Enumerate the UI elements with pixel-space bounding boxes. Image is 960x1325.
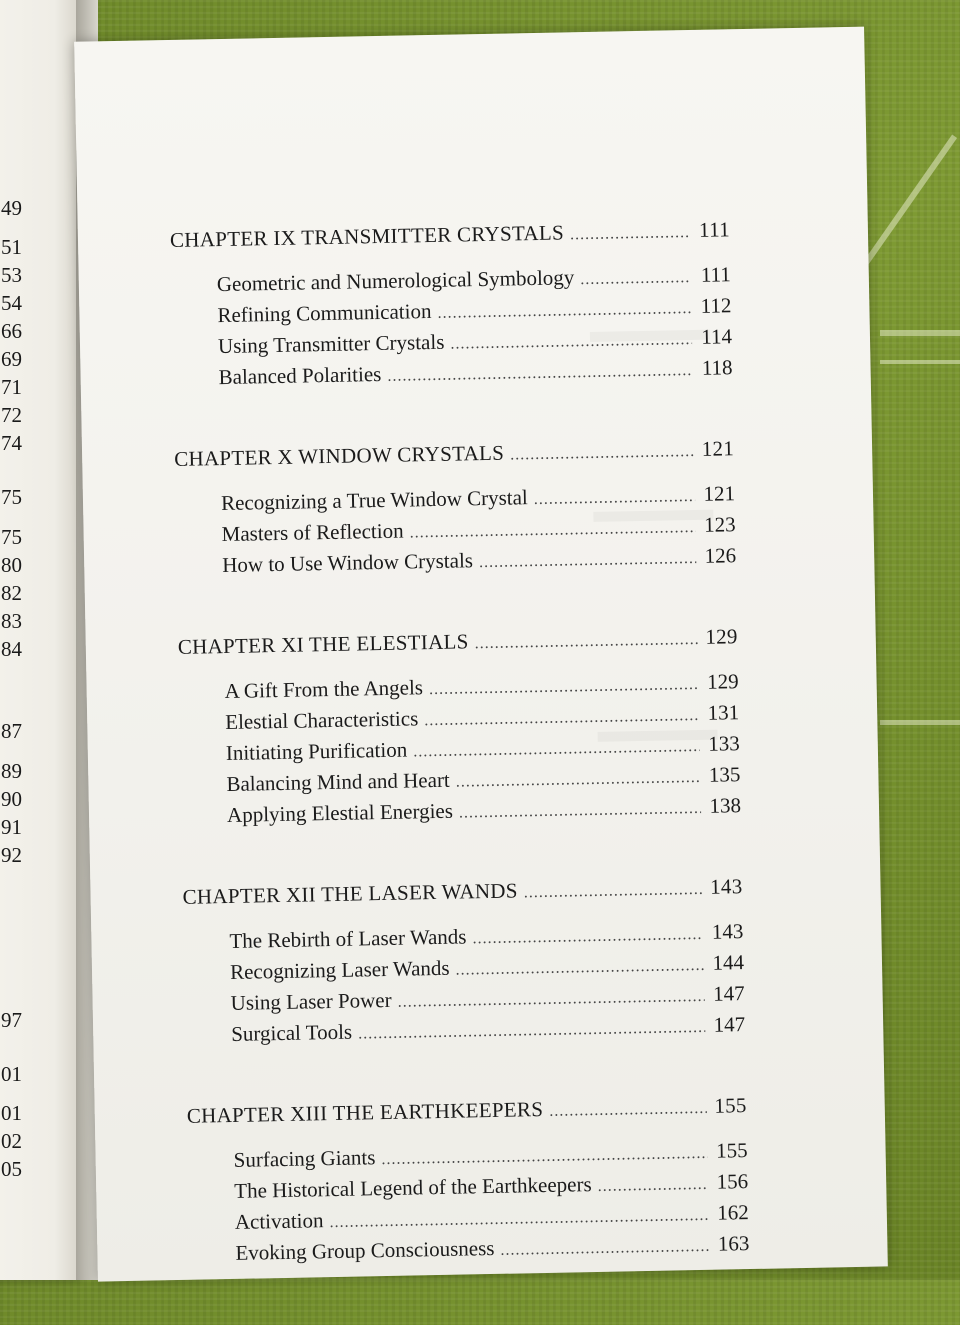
left-page-number: 53 xyxy=(1,263,22,287)
left-page-number: 05 xyxy=(1,1157,22,1181)
dot-leader xyxy=(413,733,700,766)
dot-leader xyxy=(524,881,703,902)
chapter-page-number: 121 xyxy=(701,436,735,461)
dot-leader xyxy=(534,483,696,514)
left-page-number: 51 xyxy=(1,235,22,259)
chapter-section xyxy=(174,436,737,583)
dot-leader xyxy=(472,921,703,953)
chapter-section xyxy=(187,1093,750,1271)
entry-title: A Gift From the Angels xyxy=(224,675,424,704)
chapter-heading xyxy=(174,436,734,472)
book-page xyxy=(74,27,888,1282)
left-page-number: 01 xyxy=(1,1101,22,1125)
left-page-number: 54 xyxy=(1,291,22,315)
left-page-number: 69 xyxy=(1,347,22,371)
entry-title: Recognizing a True Window Crystal xyxy=(220,485,528,516)
chapter-section xyxy=(182,874,745,1052)
left-page-number: 83 xyxy=(1,609,22,633)
left-page-number: 80 xyxy=(1,553,22,577)
fabric-stripe xyxy=(880,360,960,364)
left-page-number: 87 xyxy=(1,719,22,743)
chapter-heading xyxy=(187,1093,747,1129)
chapter-page-number: 143 xyxy=(709,874,743,899)
chapter-page-number: 129 xyxy=(705,624,738,649)
dot-leader xyxy=(456,764,701,797)
entry-page-number: 121 xyxy=(703,481,736,506)
left-page-number: 75 xyxy=(1,485,22,509)
entry-title: Applying Elestial Energies xyxy=(226,798,454,827)
entry-page-number: 155 xyxy=(715,1138,748,1163)
entry-title: The Historical Legend of the Earthkeepers xyxy=(234,1172,592,1203)
fabric-stripe xyxy=(880,720,960,725)
dot-leader xyxy=(429,671,699,704)
left-page-number: 66 xyxy=(1,319,22,343)
left-page xyxy=(0,0,78,1280)
entry-list xyxy=(183,917,745,1052)
entry-title: Elestial Characteristics xyxy=(225,706,419,735)
dot-leader xyxy=(409,514,696,547)
dot-leader xyxy=(479,545,697,577)
entry-title: Evoking Group Consciousness xyxy=(235,1235,495,1265)
chapter-heading xyxy=(182,874,742,910)
entry-page-number: 147 xyxy=(712,981,745,1006)
entry-page-number: 114 xyxy=(700,324,733,349)
dot-leader xyxy=(459,795,702,828)
entry-page-number: 162 xyxy=(717,1200,749,1225)
entry-page-number: 126 xyxy=(704,543,737,568)
entry-title: Masters of Reflection xyxy=(221,518,404,547)
entry-title: Surgical Tools xyxy=(231,1019,353,1046)
dot-leader xyxy=(358,1014,706,1049)
chapter-title: CHAPTER XII THE LASER WANDS xyxy=(182,878,518,909)
left-page-number: 72 xyxy=(1,403,22,427)
entry-title: Balancing Mind and Heart xyxy=(226,767,450,797)
entry-page-number: 147 xyxy=(713,1012,746,1037)
entry-title: The Rebirth of Laser Wands xyxy=(229,924,467,953)
left-page-number: 89 xyxy=(1,759,22,783)
chapter-title: CHAPTER IX TRANSMITTER CRYSTALS xyxy=(169,220,565,252)
entry-title: Surfacing Giants xyxy=(233,1145,376,1172)
entry-title: Using Transmitter Crystals xyxy=(217,329,445,359)
chapter-page-number: 111 xyxy=(698,217,731,242)
entry-page-number: 163 xyxy=(717,1231,750,1256)
table-of-contents xyxy=(170,217,751,1323)
left-page-number: 84 xyxy=(1,637,22,661)
entry-title: Geometric and Numerological Symbology xyxy=(216,265,575,297)
chapter-page-number: 155 xyxy=(714,1093,747,1118)
entry-page-number: 133 xyxy=(708,731,740,756)
chapter-heading xyxy=(170,217,730,253)
entry-page-number: 112 xyxy=(700,293,732,318)
chapter-title: CHAPTER XIII THE EARTHKEEPERS xyxy=(186,1096,544,1128)
entry-title: Balanced Polarities xyxy=(218,361,382,390)
entry-page-number: 123 xyxy=(703,512,736,537)
dot-leader xyxy=(580,264,691,294)
entry-page-number: 156 xyxy=(716,1169,749,1194)
left-page-number: 92 xyxy=(1,843,22,867)
fabric-stripe xyxy=(880,330,960,336)
left-page-number: 90 xyxy=(1,787,22,811)
entry-page-number: 144 xyxy=(712,950,745,975)
dot-leader xyxy=(475,631,698,653)
left-page-number: 82 xyxy=(1,581,22,605)
left-page-number: 01 xyxy=(1,1062,22,1086)
dot-leader xyxy=(437,295,691,328)
dot-leader xyxy=(455,952,704,985)
chapter-title: CHAPTER X WINDOW CRYSTALS xyxy=(173,440,505,471)
dot-leader xyxy=(500,1233,709,1265)
left-page-number: 97 xyxy=(1,1008,22,1032)
left-page-number: 74 xyxy=(1,431,22,455)
dot-leader xyxy=(549,1100,707,1121)
entry-title: Using Laser Power xyxy=(230,987,392,1015)
chapter-title: CHAPTER XI THE ELESTIALS xyxy=(177,629,469,659)
chapter-section xyxy=(178,624,742,833)
entry-title: Activation xyxy=(234,1208,324,1234)
entry-list xyxy=(175,479,737,583)
entry-title: Refining Communication xyxy=(217,298,432,328)
dot-leader xyxy=(387,357,693,391)
entry-page-number: 131 xyxy=(707,700,740,725)
dot-leader xyxy=(597,1171,708,1201)
dot-leader xyxy=(570,224,690,244)
left-page-number: 91 xyxy=(1,815,22,839)
chapter-section xyxy=(170,217,733,395)
entry-page-number: 143 xyxy=(711,919,744,944)
dot-leader xyxy=(424,702,699,735)
entry-title: How to Use Window Crystals xyxy=(222,548,474,578)
entry-list xyxy=(178,667,741,833)
chapter-heading xyxy=(178,624,738,660)
entry-page-number: 111 xyxy=(700,262,731,287)
entry-page-number: 129 xyxy=(706,669,739,694)
entry-page-number: 118 xyxy=(701,355,733,380)
entry-page-number: 138 xyxy=(709,793,742,818)
left-page-number: 02 xyxy=(1,1129,22,1153)
left-page-number: 49 xyxy=(1,196,22,220)
entry-title: Recognizing Laser Wands xyxy=(229,955,450,984)
dot-leader xyxy=(450,326,692,359)
entry-page-number: 135 xyxy=(708,762,741,787)
left-page-number: 71 xyxy=(1,375,22,399)
dot-leader xyxy=(397,983,705,1017)
entry-list xyxy=(187,1136,749,1271)
entry-title: Initiating Purification xyxy=(225,737,408,766)
entry-list xyxy=(171,260,733,395)
left-page-number: 75 xyxy=(1,525,22,549)
dot-leader xyxy=(510,443,694,465)
